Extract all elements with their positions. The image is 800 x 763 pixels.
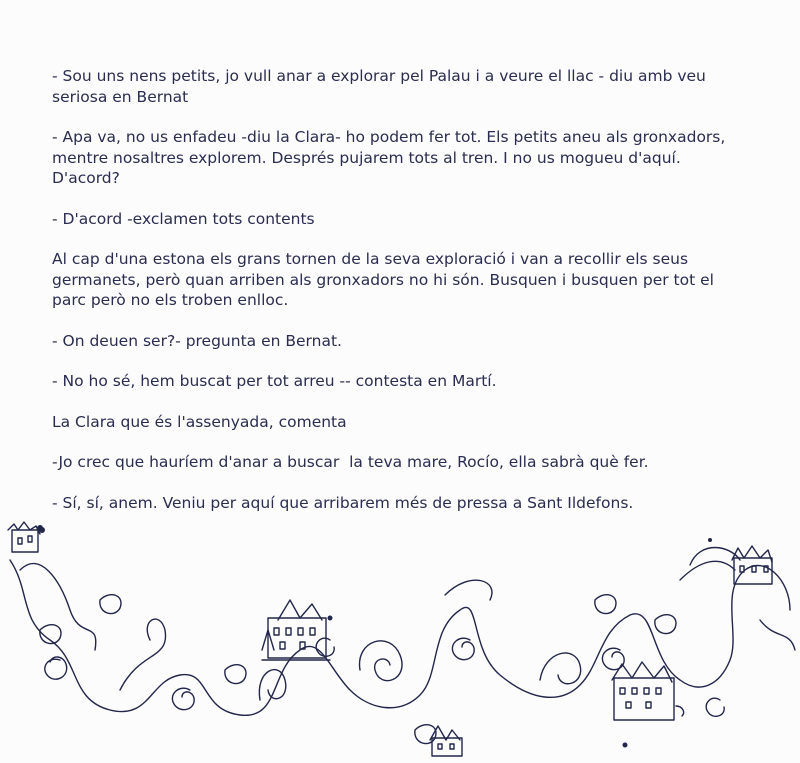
castle-right xyxy=(612,662,684,720)
paragraph: -Jo crec que hauríem d'anar a buscar la teva mare, Rocío, ella sabrà què fer. xyxy=(52,453,649,471)
castle-left xyxy=(8,522,43,552)
paragraph: - Sí, sí, anem. Veniu per aquí que arribarem més de pressa a Sant Ildefons. xyxy=(52,493,634,512)
story-text xyxy=(52,66,772,533)
castle-bottom xyxy=(430,726,462,756)
paragraph: - Apa va, no us enfadeu -diu la Clara- ho podem fer tot. Els petits aneu als gronxadors, mentre nosaltres explorem. Després pujarem tots al tren. I no us mogueu d'aquí. D'acord? xyxy=(52,128,726,187)
paragraph: - No ho sé, hem buscat per tot arreu -- contesta en Martí. xyxy=(52,372,497,390)
paragraph: Al cap d'una estona els grans tornen de la seva exploració i van a recollir els seus germanets, però quan arriben als gronxadors no hi són. Busquen i busquen per tot el parc però no els troben enlloc. xyxy=(52,250,714,309)
vine-stem xyxy=(10,560,790,715)
paragraph: - D'acord -exclamen tots contents xyxy=(52,209,315,228)
vine-illustration xyxy=(0,500,800,763)
paragraph: - On deuen ser?- pregunta en Bernat. xyxy=(52,331,342,350)
paragraph: La Clara que és l'assenyada, comenta xyxy=(52,412,347,431)
paragraph: - Sou uns nens petits, jo vull anar a explorar pel Palau i a veure el llac - diu amb veu seriosa en Bernat xyxy=(52,67,706,106)
